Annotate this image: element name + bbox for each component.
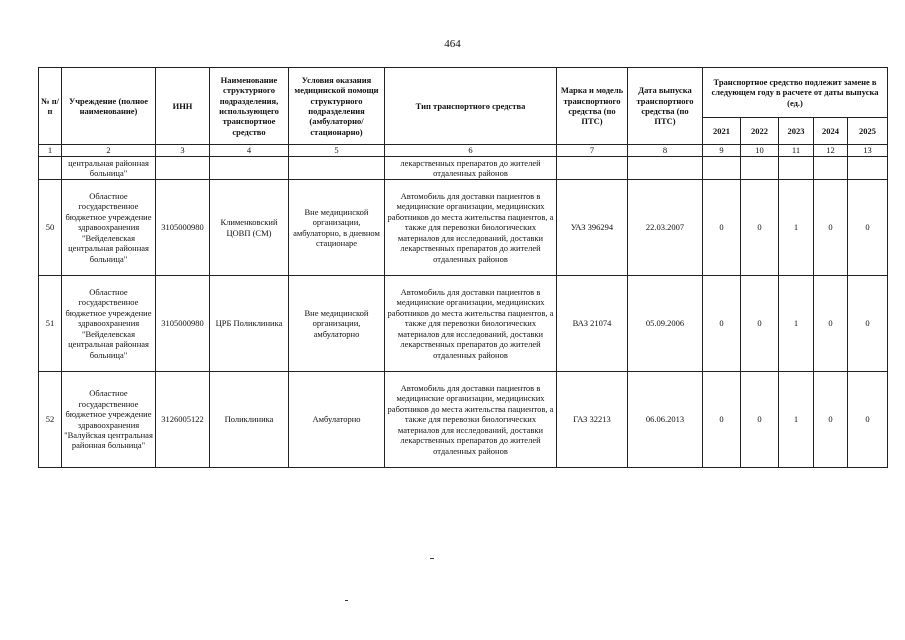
empty-cell [814,157,848,180]
cell-year-2025: 0 [848,372,888,468]
column-number: 2 [62,145,156,157]
cell-inn: 3105000980 [156,276,210,372]
header-conditions: Условия оказания медицинской помощи структурного подразделения (амбулаторно/ стационарно) [289,68,385,145]
cell-year-2021: 0 [703,180,741,276]
header-year-2023: 2023 [779,118,814,145]
cell-year-2021: 0 [703,276,741,372]
page-number: 464 [444,38,461,50]
cell-model: ГАЗ 32213 [557,372,628,468]
cell-institution: Областное государственное бюджетное учреждение здравоохранения "Валуйская центральная районная больница" [62,372,156,468]
empty-cell [848,157,888,180]
column-number: 3 [156,145,210,157]
cell-model: УАЗ 396294 [557,180,628,276]
cell-vehicle-type: Автомобиль для доставки пациентов в медицинские организации, медицинских работников до места жительства пациентов, а также для перевозки биологических материалов для исследований, доставки лекарственных препаратов до жителей отдаленных районов [385,372,557,468]
cell-year-2023: 1 [779,180,814,276]
cell-year-2025: 0 [848,180,888,276]
table-row [39,276,888,372]
cell-conditions: Вне медицинской организации, амбулаторно, в дневном стационаре [289,180,385,276]
column-number: 11 [779,145,814,157]
cell-institution: Областное государственное бюджетное учреждение здравоохранения "Вейделевская центральная районная больница" [62,180,156,276]
header-institution: Учреждение (полное наименование) [62,68,156,145]
cell-inn: 3105000980 [156,180,210,276]
cell-year-2025: 0 [848,276,888,372]
empty-cell [210,157,289,180]
column-number-row [39,145,888,157]
header-inn: ИНН [156,68,210,145]
scan-mark [430,558,434,559]
cell-release-date: 05.09.2006 [628,276,703,372]
column-number: 5 [289,145,385,157]
cell-num: 50 [39,180,62,276]
empty-cell [557,157,628,180]
column-number: 8 [628,145,703,157]
cell-num: 51 [39,276,62,372]
cell-subdivision: ЦРБ Поликлиника [210,276,289,372]
header-vehicle-type: Тип транспортного средства [385,68,557,145]
continuation-row [39,157,888,180]
table-row [39,372,888,468]
cell-year-2021: 0 [703,372,741,468]
header-replacement: Транспортное средство подлежит замене в следующем году в расчете от даты выпуска (ед.) [703,68,888,118]
empty-cell [779,157,814,180]
empty-cell [289,157,385,180]
cell-year-2024: 0 [814,372,848,468]
column-number: 6 [385,145,557,157]
cell-subdivision: Поликлиника [210,372,289,468]
cell-year-2022: 0 [741,372,779,468]
continuation-institution: центральная районная больница" [62,157,156,180]
cell-inn: 3126005122 [156,372,210,468]
cell-conditions: Амбулаторно [289,372,385,468]
cell-vehicle-type: Автомобиль для доставки пациентов в медицинские организации, медицинских работников до места жительства пациентов, а также для перевозки биологических материалов для исследований, доставки лекарственных препаратов до жителей отдаленных районов [385,276,557,372]
cell-year-2022: 0 [741,180,779,276]
cell-model: ВАЗ 21074 [557,276,628,372]
column-number: 12 [814,145,848,157]
header-num: № п/п [39,68,62,145]
empty-cell [39,157,62,180]
empty-cell [628,157,703,180]
cell-year-2022: 0 [741,276,779,372]
empty-cell [703,157,741,180]
column-number: 7 [557,145,628,157]
vehicle-table [38,67,888,468]
cell-num: 52 [39,372,62,468]
header-subdivision: Наименование структурного подразделения, использующего транспортное средство [210,68,289,145]
cell-year-2023: 1 [779,372,814,468]
cell-conditions: Вне медицинской организации, амбулаторно [289,276,385,372]
column-number: 10 [741,145,779,157]
cell-release-date: 22.03.2007 [628,180,703,276]
cell-year-2023: 1 [779,276,814,372]
header-year-2025: 2025 [848,118,888,145]
column-number: 9 [703,145,741,157]
table-row [39,180,888,276]
cell-year-2024: 0 [814,180,848,276]
empty-cell [156,157,210,180]
header-year-2021: 2021 [703,118,741,145]
cell-year-2024: 0 [814,276,848,372]
cell-subdivision: Клименковский ЦОВП (СМ) [210,180,289,276]
cell-institution: Областное государственное бюджетное учреждение здравоохранения "Вейделевская центральная районная больница" [62,276,156,372]
scan-mark [345,600,348,601]
header-year-2022: 2022 [741,118,779,145]
continuation-vehicle-type: лекарственных препаратов до жителей отдаленных районов [385,157,557,180]
empty-cell [741,157,779,180]
column-number: 1 [39,145,62,157]
header-year-2024: 2024 [814,118,848,145]
column-number: 13 [848,145,888,157]
cell-release-date: 06.06.2013 [628,372,703,468]
header-model: Марка и модель транспортного средства (по ПТС) [557,68,628,145]
header-release-date: Дата выпуска транспортного средства (по ПТС) [628,68,703,145]
cell-vehicle-type: Автомобиль для доставки пациентов в медицинские организации, медицинских работников до места жительства пациентов, а также для перевозки биологических материалов для исследований, доставки лекарственных препаратов до жителей отдаленных районов [385,180,557,276]
column-number: 4 [210,145,289,157]
